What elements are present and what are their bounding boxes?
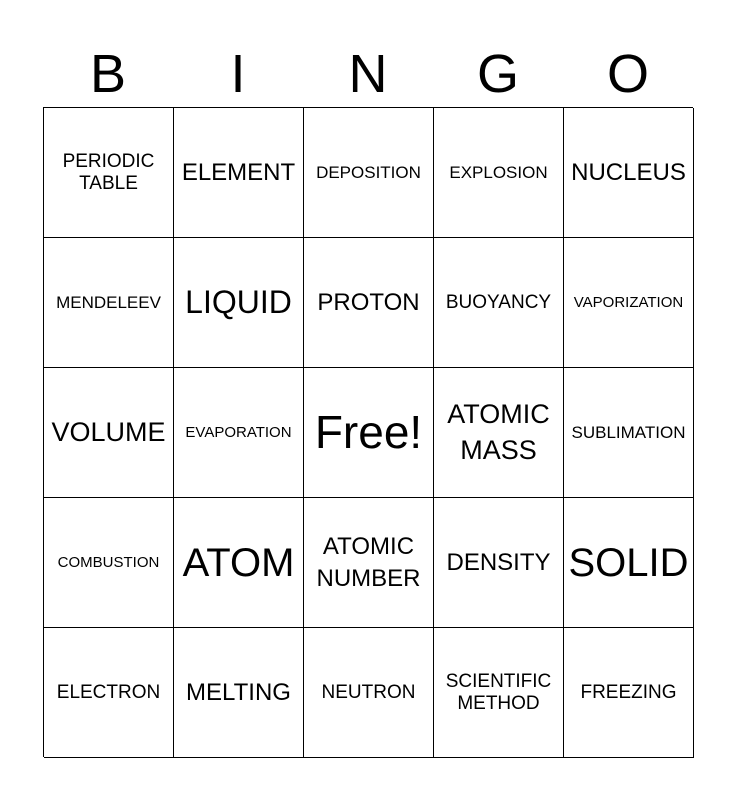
cell-label: VOLUME	[51, 416, 166, 447]
cell-label: SOLID	[568, 540, 689, 585]
bingo-board	[43, 107, 693, 757]
bingo-cell[interactable]	[434, 498, 564, 628]
bingo-cell[interactable]	[44, 108, 174, 238]
header-letter-i: I	[230, 44, 246, 104]
cell-label: SUBLIMATION	[571, 422, 686, 442]
cell-label: NUCLEUS	[571, 158, 686, 186]
bingo-cell[interactable]	[44, 498, 174, 628]
bingo-cell[interactable]	[564, 238, 694, 368]
free-space-label: Free!	[314, 406, 423, 459]
cell-label: EXPLOSION	[449, 162, 548, 182]
header-letter-n: N	[348, 44, 388, 104]
cell-label: PROTON	[317, 288, 420, 316]
bingo-cell[interactable]	[44, 628, 174, 758]
bingo-cell[interactable]	[434, 628, 564, 758]
cell-label: LIQUID	[185, 284, 292, 321]
bingo-cell[interactable]	[174, 368, 304, 498]
header-letter-g: G	[476, 44, 519, 104]
bingo-cell[interactable]	[434, 108, 564, 238]
cell-label: COMBUSTION	[57, 553, 160, 571]
bingo-cell[interactable]	[174, 498, 304, 628]
bingo-cell[interactable]	[304, 108, 434, 238]
bingo-cell[interactable]	[564, 108, 694, 238]
bingo-cell[interactable]	[564, 498, 694, 628]
bingo-header	[43, 40, 693, 108]
bingo-cell[interactable]	[564, 628, 694, 758]
cell-label: PERIODIC TABLE	[62, 150, 155, 194]
bingo-cell[interactable]	[564, 368, 694, 498]
cell-label: ATOMIC MASS	[447, 399, 550, 465]
bingo-cell[interactable]	[174, 628, 304, 758]
bingo-cell[interactable]	[434, 368, 564, 498]
cell-label: ELECTRON	[56, 681, 161, 703]
cell-label: ATOMIC NUMBER	[316, 533, 421, 592]
bingo-cell[interactable]	[174, 108, 304, 238]
bingo-cell[interactable]	[434, 238, 564, 368]
cell-label: MENDELEEV	[56, 292, 161, 312]
bingo-cell[interactable]	[304, 238, 434, 368]
bingo-cell[interactable]	[304, 628, 434, 758]
cell-label: NEUTRON	[321, 681, 416, 703]
bingo-cell[interactable]	[44, 368, 174, 498]
bingo-cell[interactable]	[44, 238, 174, 368]
cell-label: MELTING	[186, 678, 291, 706]
header-letter-o: O	[606, 44, 649, 104]
cell-label: BUOYANCY	[445, 291, 552, 313]
cell-label: DEPOSITION	[316, 162, 421, 182]
bingo-cell[interactable]	[304, 498, 434, 628]
bingo-cell[interactable]	[174, 238, 304, 368]
header-letter-b: B	[89, 44, 127, 104]
cell-label: FREEZING	[580, 681, 677, 703]
cell-label: ELEMENT	[181, 158, 296, 186]
cell-label: EVAPORATION	[185, 423, 292, 441]
cell-label: DENSITY	[446, 548, 551, 576]
free-space-cell[interactable]	[304, 368, 434, 498]
cell-label: VAPORIZATION	[573, 293, 684, 311]
cell-label: ATOM	[182, 540, 295, 585]
cell-label: SCIENTIFIC METHOD	[445, 670, 552, 714]
